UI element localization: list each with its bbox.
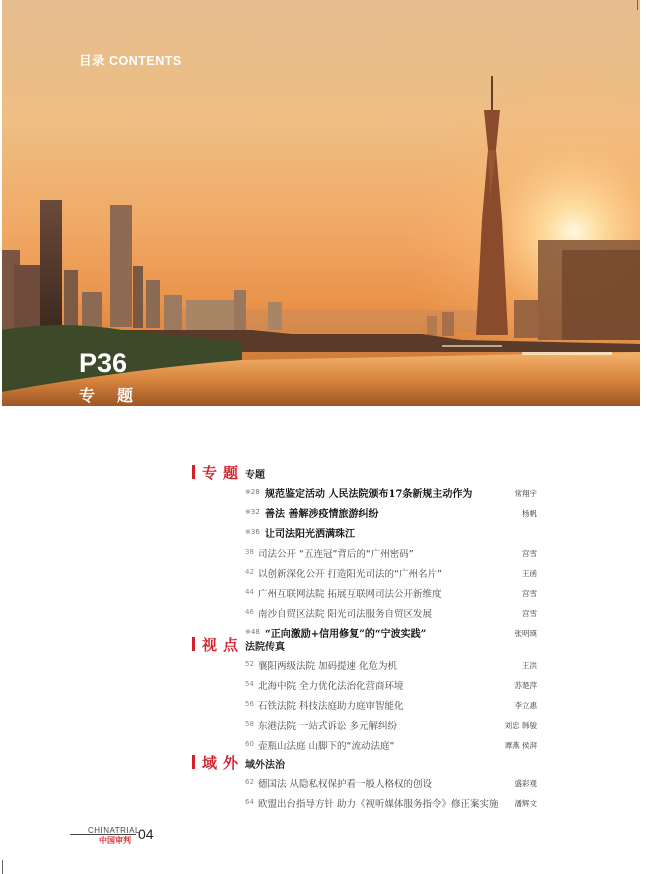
entry-author: 潘辉文 xyxy=(514,799,537,808)
section-label: 专题 xyxy=(202,464,245,482)
footer-brand-en: CHINATRIAL xyxy=(88,826,140,835)
toc-entry[interactable] xyxy=(245,543,592,563)
entry-author: 张明瑛 xyxy=(514,629,537,638)
entry-title: 襄阳两级法院 加码提速 化危为机 xyxy=(258,661,398,672)
section-subtitle: 域外法治 xyxy=(245,760,285,771)
entry-page: 56 xyxy=(245,700,254,708)
toc-entry[interactable] xyxy=(245,773,592,793)
entry-page: 58 xyxy=(245,720,254,728)
featured-page-number[interactable]: P36 xyxy=(79,348,128,378)
contents-title: 目录 CONTENTS xyxy=(79,54,182,68)
section-marker xyxy=(192,637,195,651)
section-header xyxy=(192,753,592,773)
entry-author: 刘忠 韩骏 xyxy=(504,721,537,730)
cover-photo xyxy=(2,0,640,406)
toc-entry[interactable] xyxy=(245,523,592,543)
entry-page: ※48 xyxy=(245,628,260,636)
entry-title: 司法公开 “五连冠”背后的“广州密码” xyxy=(258,549,414,560)
entry-page: 52 xyxy=(245,660,254,668)
section-special-topic xyxy=(192,463,592,643)
entry-title: 石铁法院 科技法庭助力庭审智能化 xyxy=(258,701,404,712)
entry-title: 北海中院 全力优化法治化营商环境 xyxy=(258,681,404,692)
entry-title: 善法 善解涉疫情旅游纠纷 xyxy=(265,509,379,520)
entry-title: 以创新深化公开 打造阳光司法的“广州名片” xyxy=(258,569,442,580)
entry-page: ※32 xyxy=(245,508,260,516)
toc-entry[interactable] xyxy=(245,695,592,715)
entry-page: 54 xyxy=(245,680,254,688)
entry-page: 62 xyxy=(245,778,254,786)
footer-page-number: 04 xyxy=(138,826,154,842)
toc-entry[interactable] xyxy=(245,735,592,755)
entry-page: 46 xyxy=(245,608,254,616)
entry-page: 38 xyxy=(245,548,254,556)
entry-author: 谭燕 侯湃 xyxy=(504,741,537,750)
toc-entry[interactable] xyxy=(245,503,592,523)
toc-entry[interactable] xyxy=(245,563,592,583)
section-label: 视点 xyxy=(202,636,245,654)
entry-author: 宫雪 xyxy=(522,589,537,598)
entry-title: 壶瓶山法庭 山脚下的“流动法庭” xyxy=(258,741,395,752)
entry-author: 盛彩观 xyxy=(514,779,537,788)
section-marker xyxy=(192,755,195,769)
toc-entry[interactable] xyxy=(245,793,592,813)
section-marker xyxy=(192,465,195,479)
featured-section-label: 专题 xyxy=(79,386,156,405)
entry-page: ※28 xyxy=(245,488,260,496)
entry-page: ※36 xyxy=(245,528,260,536)
entry-author: 李立惠 xyxy=(514,701,537,710)
entry-author: 宫雪 xyxy=(522,609,537,618)
entry-title: 规范鉴定活动 人民法院颁布17条新规主动作为 xyxy=(265,489,473,500)
section-header xyxy=(192,463,592,483)
crop-mark-bottom-left xyxy=(2,860,3,874)
entry-title: 让司法阳光洒满珠江 xyxy=(265,529,355,540)
section-viewpoint xyxy=(192,635,592,755)
section-subtitle: 法院传真 xyxy=(245,642,285,653)
toc-entry[interactable] xyxy=(245,483,592,503)
entry-title: 东港法院 一站式诉讼 多元解纠纷 xyxy=(258,721,398,732)
footer-brand-logo: 中国审判 xyxy=(99,836,131,845)
entry-title: “正向激励+信用修复”的“宁波实践” xyxy=(265,629,427,640)
entry-title: 南沙自贸区法院 阳光司法服务自贸区发展 xyxy=(258,609,433,620)
entry-page: 64 xyxy=(245,798,254,806)
entry-author: 宫雪 xyxy=(522,549,537,558)
entry-title: 欧盟出台指导方针 助力《视听媒体服务指令》修正案实施 xyxy=(258,799,499,810)
entry-author: 王洪 xyxy=(522,661,537,670)
entry-page: 60 xyxy=(245,740,254,748)
section-foreign xyxy=(192,753,592,813)
entry-page: 44 xyxy=(245,588,254,596)
section-label: 域外 xyxy=(202,754,245,772)
entry-page: 42 xyxy=(245,568,254,576)
entry-author: 苏楚萍 xyxy=(514,681,537,690)
toc-entry[interactable] xyxy=(245,655,592,675)
toc-entry[interactable] xyxy=(245,675,592,695)
entry-title: 广州互联网法院 拓展互联网司法公开新维度 xyxy=(258,589,442,600)
toc-entry[interactable] xyxy=(245,603,592,623)
toc-entry[interactable] xyxy=(245,583,592,603)
section-header xyxy=(192,635,592,655)
entry-title: 德国法 从隐私权保护看一般人格权的创设 xyxy=(258,779,433,790)
entry-author: 常翔宇 xyxy=(514,489,537,498)
entry-author: 杨帆 xyxy=(522,509,537,518)
toc-entry[interactable] xyxy=(245,715,592,735)
section-subtitle: 专题 xyxy=(245,470,265,481)
crop-mark-top-right xyxy=(637,0,638,10)
entry-author: 王函 xyxy=(522,569,537,578)
